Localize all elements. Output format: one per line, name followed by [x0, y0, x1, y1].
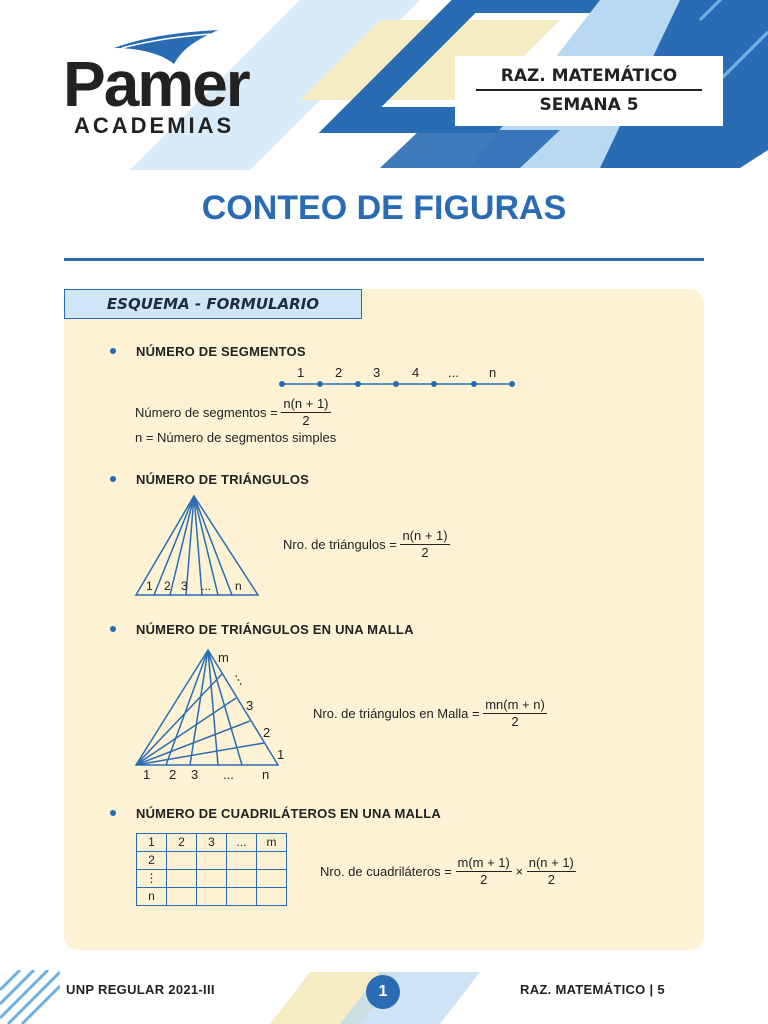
- logo-brand: Pamer: [63, 48, 249, 120]
- mesh-side-label: 2: [263, 725, 271, 740]
- grid-cell: [197, 870, 227, 888]
- mesh-base-label: 2: [169, 767, 177, 782]
- course-header: [455, 56, 723, 126]
- bullet-icon: [110, 626, 116, 632]
- fraction-denominator: 2: [547, 872, 555, 887]
- mesh-base-label: 1: [143, 767, 151, 782]
- grid-cell: [257, 888, 287, 906]
- segment-label: ...: [448, 365, 459, 380]
- segments-formula: [135, 396, 331, 429]
- bullet-icon: [110, 348, 116, 354]
- segments-heading: NÚMERO DE SEGMENTOS: [136, 344, 306, 359]
- mesh-fraction: [483, 697, 547, 730]
- mesh-base-label: n: [262, 767, 270, 782]
- segments-note: n = Número de segmentos simples: [135, 430, 337, 445]
- course-name: RAZ. MATEMÁTICO: [500, 66, 678, 86]
- triangles-heading: NÚMERO DE TRIÁNGULOS: [136, 472, 309, 487]
- quadrilaterals-formula: [320, 855, 576, 888]
- page-title: CONTEO DE FIGURAS: [201, 189, 567, 227]
- grid-row: [137, 834, 287, 852]
- mesh-side-label: m: [218, 650, 229, 665]
- quadrilaterals-fraction-n: [527, 855, 576, 888]
- grid-row: [137, 888, 287, 906]
- mesh-triangle-diagram: [132, 646, 285, 768]
- mesh-triangles-heading: NÚMERO DE TRIÁNGULOS EN UNA MALLA: [136, 622, 414, 637]
- multiply-sign: ×: [515, 864, 524, 879]
- grid-cell: [227, 888, 257, 906]
- mesh-triangles-formula: [313, 697, 547, 730]
- fraction-numerator: n(n + 1): [283, 396, 329, 411]
- grid-cell: [167, 870, 197, 888]
- mesh-side-label: 3: [246, 698, 254, 713]
- segment-label: 3: [373, 365, 381, 380]
- grid-cell: 2: [137, 852, 167, 870]
- fraction-denominator: 2: [302, 413, 310, 428]
- triangles-formula: [283, 528, 450, 561]
- mesh-base-label: ...: [223, 767, 234, 782]
- triangles-formula-label: Nro. de triángulos =: [283, 537, 397, 552]
- segment-label: 1: [297, 365, 305, 380]
- grid-cell: [227, 870, 257, 888]
- segment-label: n: [489, 365, 497, 380]
- footer-course: RAZ. MATEMÁTICO | 5: [520, 982, 665, 997]
- mesh-base-label: 3: [191, 767, 199, 782]
- fraction-numerator: n(n + 1): [402, 528, 448, 543]
- section-tab: ESQUEMA - FORMULARIO: [64, 289, 362, 319]
- quadrilaterals-fraction-m: [456, 855, 512, 888]
- grid-row: [137, 852, 287, 870]
- quadrilateral-grid: [136, 833, 287, 906]
- grid-cell: ⋮: [137, 870, 167, 888]
- grid-cell: 1: [137, 834, 167, 852]
- fan-base-label: 3: [181, 579, 188, 593]
- grid-cell: [167, 852, 197, 870]
- fan-base-label: 2: [164, 579, 171, 593]
- bullet-icon: [110, 810, 116, 816]
- mesh-side-label: ⋮: [228, 669, 248, 690]
- fan-base-label: 1: [146, 579, 153, 593]
- grid-cell: ...: [227, 834, 257, 852]
- triangles-fraction: [400, 528, 449, 561]
- segments-fraction: [281, 396, 330, 429]
- segments-formula-label: Número de segmentos =: [135, 405, 278, 420]
- grid-cell: [197, 852, 227, 870]
- week-label: SEMANA 5: [539, 95, 639, 115]
- quadrilaterals-formula-label: Nro. de cuadriláteros =: [320, 864, 452, 879]
- fan-base-label: ...: [201, 579, 212, 593]
- segment-line-diagram: [276, 362, 521, 390]
- fraction-numerator: mn(m + n): [485, 697, 545, 712]
- segment-label: 2: [335, 365, 343, 380]
- grid-cell: [257, 852, 287, 870]
- grid-cell: [227, 852, 257, 870]
- grid-row: [137, 870, 287, 888]
- grid-cell: 3: [197, 834, 227, 852]
- grid-cell: 2: [167, 834, 197, 852]
- quadrilaterals-heading: NÚMERO DE CUADRILÁTEROS EN UNA MALLA: [136, 806, 441, 821]
- page-number-badge: 1: [366, 975, 400, 1009]
- fraction-denominator: 2: [421, 545, 429, 560]
- footer-program: UNP REGULAR 2021-III: [66, 982, 215, 997]
- header-divider: [476, 89, 702, 91]
- mesh-side-label: 1: [277, 747, 285, 762]
- segment-label: 4: [412, 365, 420, 380]
- grid-cell: n: [137, 888, 167, 906]
- logo-subtitle: ACADEMIAS: [74, 113, 235, 138]
- grid-cell: [257, 870, 287, 888]
- footer-decoration: [0, 970, 60, 1024]
- fraction-denominator: 2: [511, 714, 519, 729]
- fraction-numerator: n(n + 1): [528, 855, 574, 870]
- fan-base-label: n: [235, 579, 242, 593]
- fraction-numerator: m(m + 1): [457, 855, 510, 870]
- grid-cell: [197, 888, 227, 906]
- grid-cell: m: [257, 834, 287, 852]
- title-divider: [64, 258, 704, 261]
- mesh-formula-label: Nro. de triángulos en Malla =: [313, 706, 480, 721]
- fraction-denominator: 2: [480, 872, 488, 887]
- grid-cell: [167, 888, 197, 906]
- bullet-icon: [110, 476, 116, 482]
